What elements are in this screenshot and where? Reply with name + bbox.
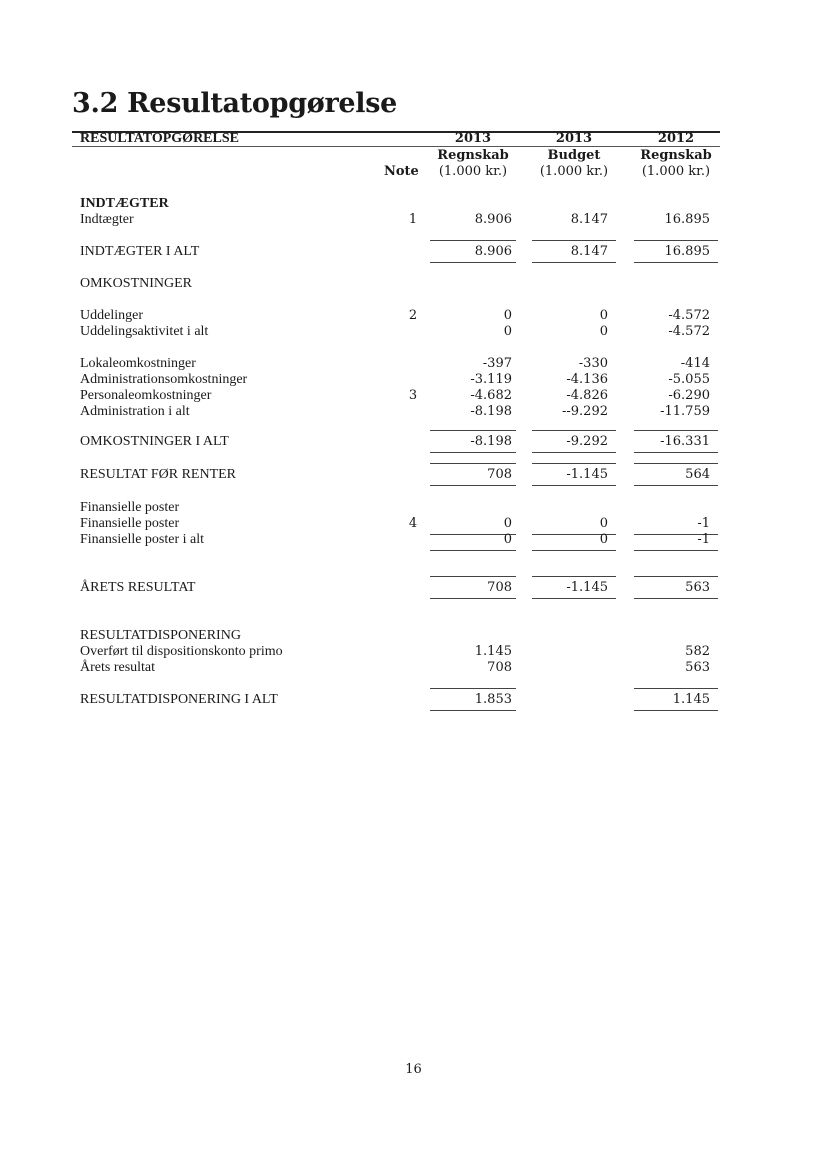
row-value-col3: -1 xyxy=(697,532,710,547)
row-value-col3: -414 xyxy=(680,356,710,371)
row-value-col1: 708 xyxy=(487,660,512,675)
row-value-col2: -4.826 xyxy=(566,388,608,403)
row-value-col2: 0 xyxy=(599,308,608,323)
row-label: RESULTATDISPONERING I ALT xyxy=(80,692,278,707)
row-value-col1: -8.198 xyxy=(470,434,512,449)
sum-rule-above xyxy=(430,688,516,689)
col1-type: Regnskab xyxy=(437,148,509,163)
row-label: Lokaleomkostninger xyxy=(80,356,196,371)
row-note: 3 xyxy=(408,388,418,403)
row-label: Personaleomkostninger xyxy=(80,388,212,403)
row-value-col3: -5.055 xyxy=(668,372,710,387)
sum-rule-below xyxy=(532,550,616,551)
sum-rule-below xyxy=(634,598,718,599)
sum-rule-below xyxy=(634,485,718,486)
col3-year: 2012 xyxy=(657,131,695,146)
sum-rule-above xyxy=(430,463,516,464)
row-value-col1: 708 xyxy=(487,467,512,482)
sum-rule-below xyxy=(634,550,718,551)
page-number: 16 xyxy=(405,1062,422,1077)
sum-rule-above xyxy=(634,463,718,464)
row-value-col1: 0 xyxy=(503,324,512,339)
row-value-col3: -16.331 xyxy=(660,434,710,449)
row-value-col2: -9.292 xyxy=(566,434,608,449)
row-label: Administration i alt xyxy=(80,404,190,419)
sum-rule-below xyxy=(430,452,516,453)
row-value-col2: -330 xyxy=(578,356,608,371)
sum-rule-below xyxy=(430,485,516,486)
row-value-col2: -4.136 xyxy=(566,372,608,387)
row-value-col1: 1.145 xyxy=(474,644,512,659)
sum-rule-above xyxy=(634,240,718,241)
row-value-col3: 1.145 xyxy=(672,692,710,707)
col2-type: Budget xyxy=(547,148,601,163)
sum-rule-below xyxy=(430,710,516,711)
row-value-col1: -3.119 xyxy=(470,372,512,387)
table-title: RESULTATOPGØRELSE xyxy=(80,131,239,146)
sum-rule-above xyxy=(634,430,718,431)
row-value-col1: 0 xyxy=(503,532,512,547)
col2-year: 2013 xyxy=(555,131,593,146)
col2-unit: (1.000 kr.) xyxy=(539,164,609,179)
row-label: Finansielle poster xyxy=(80,516,180,531)
row-label: RESULTAT FØR RENTER xyxy=(80,467,237,482)
sum-rule-above xyxy=(532,240,616,241)
row-value-col1: -8.198 xyxy=(470,404,512,419)
row-label: Uddelingsaktivitet i alt xyxy=(80,324,209,339)
row-value-col3: -11.759 xyxy=(660,404,710,419)
row-label: ÅRETS RESULTAT xyxy=(80,580,196,595)
row-value-col1: 708 xyxy=(487,580,512,595)
col3-unit: (1.000 kr.) xyxy=(641,164,711,179)
row-value-col2: 8.147 xyxy=(570,244,608,259)
row-label: Overført til dispositionskonto primo xyxy=(80,644,283,659)
row-note: 1 xyxy=(408,212,418,227)
row-value-col2: -1.145 xyxy=(566,467,608,482)
row-value-col2: 0 xyxy=(599,532,608,547)
row-value-col3: -4.572 xyxy=(668,308,710,323)
sum-rule-below xyxy=(634,710,718,711)
row-value-col2: 0 xyxy=(599,324,608,339)
sum-rule-above xyxy=(532,430,616,431)
row-value-col2: 0 xyxy=(599,516,608,531)
col3-type: Regnskab xyxy=(640,148,712,163)
row-value-col1: 0 xyxy=(503,308,512,323)
sum-rule-above xyxy=(532,576,616,577)
row-note: 2 xyxy=(408,308,418,323)
sum-rule-below xyxy=(634,452,718,453)
row-label: RESULTATDISPONERING xyxy=(80,628,241,643)
row-note: 4 xyxy=(408,516,418,531)
row-label: Indtægter xyxy=(80,212,134,227)
row-value-col1: -4.682 xyxy=(470,388,512,403)
row-label: OMKOSTNINGER I ALT xyxy=(80,434,229,449)
row-label: Finansielle poster xyxy=(80,500,180,515)
row-value-col3: -1 xyxy=(697,516,710,531)
row-value-col3: 16.895 xyxy=(664,244,710,259)
sum-rule-above xyxy=(634,576,718,577)
sum-rule-below xyxy=(532,452,616,453)
sum-rule-above xyxy=(430,430,516,431)
col1-unit: (1.000 kr.) xyxy=(438,164,508,179)
row-label: Årets resultat xyxy=(80,660,156,675)
row-value-col3: -6.290 xyxy=(668,388,710,403)
row-label: Administrationsomkostninger xyxy=(80,372,248,387)
note-header: Note xyxy=(384,164,419,179)
sum-rule-below xyxy=(532,485,616,486)
sum-rule-below xyxy=(430,262,516,263)
row-value-col2: -1.145 xyxy=(566,580,608,595)
row-label: Uddelinger xyxy=(80,308,143,323)
row-value-col3: 16.895 xyxy=(664,212,710,227)
row-value-col3: -4.572 xyxy=(668,324,710,339)
row-value-col1: 8.906 xyxy=(474,244,512,259)
page-title: 3.2 Resultatopgørelse xyxy=(72,88,398,119)
sum-rule-above xyxy=(634,688,718,689)
sum-rule-below xyxy=(532,598,616,599)
sum-rule-below xyxy=(634,262,718,263)
row-value-col2: --9.292 xyxy=(561,404,608,419)
row-label: Finansielle poster i alt xyxy=(80,532,205,547)
row-value-col3: 564 xyxy=(685,467,710,482)
row-value-col3: 563 xyxy=(685,580,710,595)
row-value-col1: 1.853 xyxy=(474,692,512,707)
sum-rule-below xyxy=(430,550,516,551)
row-label: OMKOSTNINGER xyxy=(80,276,192,291)
sum-rule-below xyxy=(430,598,516,599)
row-value-col2: 8.147 xyxy=(570,212,608,227)
row-value-col3: 582 xyxy=(685,644,710,659)
sum-rule-above xyxy=(430,576,516,577)
sum-rule-above xyxy=(532,463,616,464)
row-value-col1: -397 xyxy=(482,356,512,371)
sum-rule-above xyxy=(430,240,516,241)
sum-rule-below xyxy=(532,262,616,263)
row-label: INDTÆGTER xyxy=(80,196,169,211)
row-value-col1: 8.906 xyxy=(474,212,512,227)
col1-year: 2013 xyxy=(454,131,492,146)
row-value-col1: 0 xyxy=(503,516,512,531)
row-label: INDTÆGTER I ALT xyxy=(80,244,200,259)
row-value-col3: 563 xyxy=(685,660,710,675)
